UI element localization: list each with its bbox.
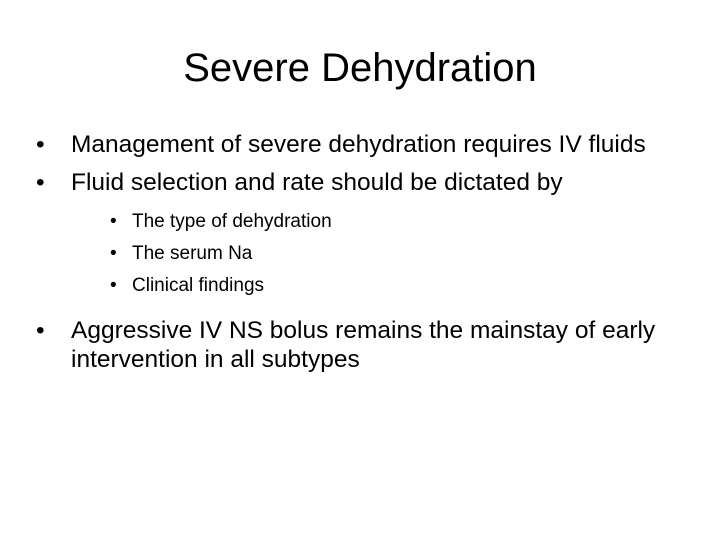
sub-bullet-text: Clinical findings xyxy=(132,275,265,296)
slide-title: Severe Dehydration xyxy=(183,46,537,90)
bullet-text: Aggressive IV NS bolus remains the mainstay of early intervention in all subtypes xyxy=(71,317,656,373)
bullet-item xyxy=(36,168,696,197)
bullet-item xyxy=(36,130,696,159)
sub-bullet-item xyxy=(110,238,696,270)
sub-bullet-list xyxy=(110,206,696,302)
bullet-dot-icon: • xyxy=(36,317,45,344)
bullet-text: Management of severe dehydration requires IV fluids xyxy=(71,131,646,158)
sub-bullet-dot-icon: • xyxy=(110,275,117,296)
bullet-dot-icon: • xyxy=(36,169,45,196)
bullet-dot-icon: • xyxy=(36,131,45,158)
slide-body xyxy=(36,130,696,383)
sub-bullet-dot-icon: • xyxy=(110,243,117,264)
sub-bullet-text: The serum Na xyxy=(132,243,253,264)
sub-bullet-dot-icon: • xyxy=(110,211,117,232)
bullet-list-final xyxy=(36,316,696,374)
sub-bullet-text: The type of dehydration xyxy=(132,211,332,232)
bullet-item xyxy=(36,316,696,374)
sub-bullet-item xyxy=(110,206,696,238)
bullet-text: Fluid selection and rate should be dictated by xyxy=(71,169,563,196)
sub-bullet-item xyxy=(110,270,696,302)
bullet-list xyxy=(36,130,696,197)
